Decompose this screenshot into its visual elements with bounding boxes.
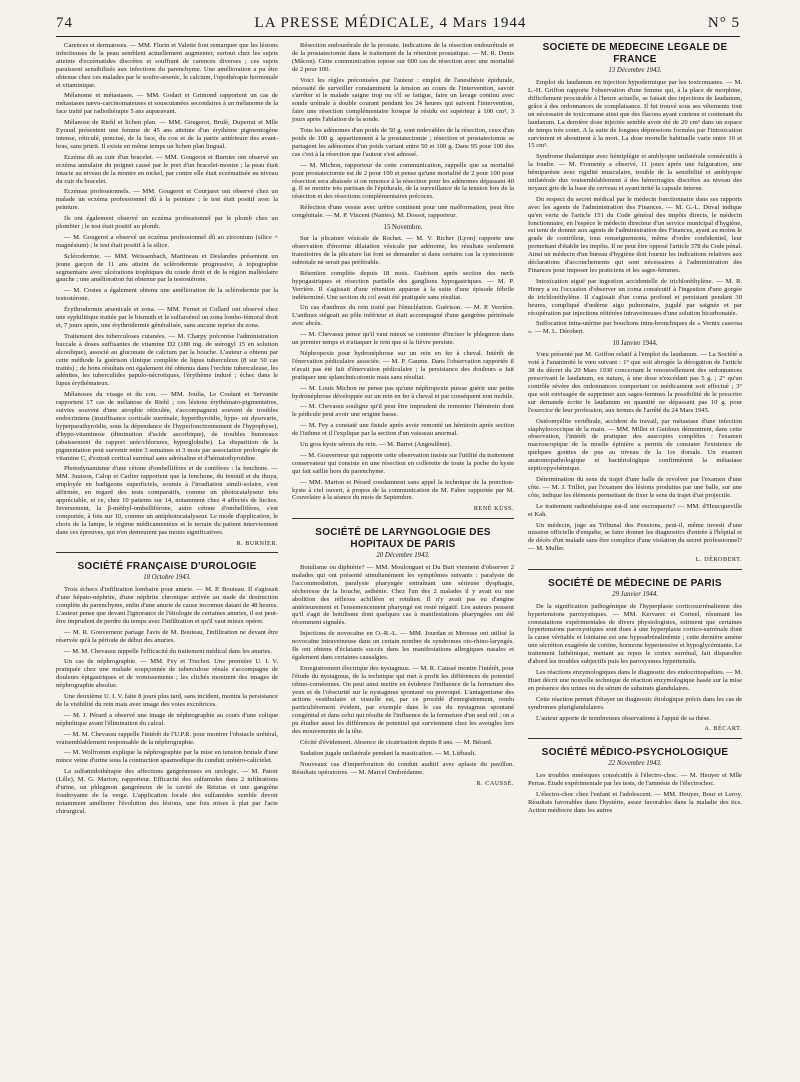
paragraph: Nouveaux cas d'imperforation du conduit auditif avec aplasie du pavillon. Résultats opératoires. — M. Marcel Ombrédanne. <box>292 760 514 776</box>
page-number: 74 <box>56 15 73 31</box>
paragraph: Rétention complète depuis 18 mois. Guérison après section des nerfs hypogastriques et résection partielle des ganglions hypogastriques. — M. P. Verrière. Il s'agissait d'une rétention apparue à la suite d'une épisode fébrile indéterminé. Une section du col avait été pratiquée sans résultat. <box>292 269 514 301</box>
paragraph: — M. Wolfromm explique la néphrographie par la mise en tension brutale d'une mince veine d'urine sous la contraction spasmodique du conduit urétéro-calicielet. <box>56 749 278 765</box>
paragraph: — M. R. Gouverneur partage l'avis de M. Bouteau, l'infiltration ne devant être réservée qu'à la période de début des anuries. <box>56 628 278 644</box>
paragraph: Injections de novocaïne en O.-R.-L. — MM. Jourdan et Meresse ont utilisé la novocaïne intraveineuse dans un certain nombre de syndromes oto-rhino-laryngés. Ils ont obtenu d'éclatants succès dans les manifestations allergiques nasales et également dans certaines causalgies. <box>292 630 514 661</box>
paragraph: — M. Gougerot a observé un eczéma professionnel dû au zirconium (silice + magnésium) ; le test était positif à la silice. <box>56 233 278 249</box>
paragraph: Vœu présenté par M. Griffon relatif à l'emploi du laudanum. — La Société a voté à l'unanimité le vœu suivant : 1° que soit abrogée la dérogation de l'article 38 du décret du 20 Mars 1930 concernant le renouvellement des ordonnances prescrivant le laudanum, en nature, à une dose n'excédant pas 5 g. ; 2° qu'un contrôle sévère des ordonnances comportant ce médicament soit effectué ; 3° que soit envisagée de supprimer aux sages-femmes la possibilité de le prescrire sur demande écrite le laudanum en quantité ne dépassant pas 10 g. pour l'exercice de leur profession, aux termes de l'arrêté du 24 Mars 1945. <box>528 351 742 414</box>
section-divider <box>528 738 742 739</box>
section-date: 29 Janvier 1944. <box>612 590 658 598</box>
paragraph: Les troubles mnésiques consécutifs à l'électro-choc. — M. Heuyer et Mlle Perras. Étude expérimentale par les tests, de l'amnésie de l'électrochoc. <box>528 772 742 787</box>
paragraph: Sur la plicature vésicale de Rochet. — M. V. Richer (Lyon) rapporte une observation d'énorme dilatation vésicale par adénome, les résultats seulement transitoires de la plicature lui font se demander si dans certains cas la cystectomie subtotale ne serait pas préférable. <box>292 235 514 266</box>
paragraph: Cette réaction permet d'étayer un diagnostic étiologique précis dans les cas de syndromes pluriglandulaires. <box>528 695 742 711</box>
paragraph: — M. Costes a également obtenu une amélioration de la sclérodermie par la testostérone. <box>56 287 278 303</box>
paragraph: Un gros kyste séreux du rein. — M. Barret (Angoulême). <box>300 441 452 449</box>
header-rule <box>56 36 740 37</box>
signature: R. CAUSSÉ. <box>476 779 514 787</box>
paragraph: Cécité d'évidement. Absence de cicatrisation depuis 8 ans. — M. Bérard. <box>300 739 493 746</box>
paragraph: Une deuxième U. I. V. faite 8 jours plus tard, sans incident, montra la persistance de la visibilité du rein mais avec image des voies excrétrices. <box>56 693 278 708</box>
section-date: 18 Octobre 1943. <box>143 574 191 581</box>
paragraph: Eczéma dû au cuir d'un bracelet. — MM. Gougerot et Burnier ont observé un eczéma annulaire du poignet causé par le port d'un bracelet-montre ; la peau était intacte au niveau de la montre en nickel, par contre elle était eczématisée au niveau du cuir du bracelet. <box>56 153 278 185</box>
signature: L. DÉROBERT. <box>695 556 742 564</box>
section-divider <box>292 518 514 519</box>
paragraph: Néphropexie pour hydronéphrose sur un rein en fer à cheval. Intérêt de l'énervation pédiculaire associée. — M. P. Gaume. Dans l'observation rapportée il n'avait pas été fait d'énervation pédiculaire ; la persistance des douleurs a fait pratiquer une splanchnicotomie mais sans résultat. <box>292 349 514 381</box>
section-date: 20 Décembre 1943. <box>376 551 430 559</box>
column-2 <box>292 42 514 1074</box>
paragraph: Mélanose de Riehl et lichen plan. — MM. Gougerot, Brulé, Duperrat et Mlle Eyraud présentent une femme de 45 ans atteinte d'un érythème pigmentogène intense, réticulé, ponctué, de la face, du cou et de la partie antérieure des avant-bras, sans prurit. Il existe en même temps un lichen plan lingual. <box>56 119 278 150</box>
paragraph: Photodynamisme d'une cétone d'ombellifères et de conifères : la fenchone. — MM. Juuison, Calop et Carlier rapportent que la fenchone, du fenouil et du thuya, employée en badigeons superficiels, soumis à l'irradiation simili-solaire, s'est affirmée, en regard des tests comparatifs, comme un photocatalyseur très appréciable, et ce, chez 10 patients sur 14, notamment chez 4 affectés de lucites. Inversement, la β-méthyl-ombelliférone, autre cétone d'ombellifères, s'est comportée, à fois sur 10, comme un antiphotocatalyseur. Le mode d'application, le choix de la lampe, le régime médicamenteux et le terrain du patient interviennent dans ces épreuves, qui n'en demeurent pas moins significatives. <box>56 465 278 536</box>
paragraph: Syndrome thalamique avec hémiplégie et amblyopie unilatérale consécutifs à la foudre. — M. Fromenty a observé, 11 jours après une fulguration, une hémiparésie avec rigidité musculaire, trouble de la sensibilité et amblyopie unilatérale dus vraisemblablement à des hémorragies discrètes au niveau des noyaux gris de la base du cerveau et ayant irrité la capsule interne. <box>528 153 742 192</box>
page-header <box>56 14 740 34</box>
signature: A. BÉCART. <box>704 725 742 733</box>
paragraph: Ostéomyélite vertébrale, accident du travail, par métastase d'une infection staphylococcique de la main. — MM. Millet et Guidoux démontrent, dans cette observation, l'intérêt de pratiquer des auscopies complètes : l'examen macroscopique de la moelle épinière a permis de constater l'existence de quelques gouttes de pus au niveau de la 1re dorsale. Un examen anatomopathologique et bactériologique confirmèrent la métastase septicopyohémique. <box>528 417 742 473</box>
issue-number: N° 5 <box>707 15 740 31</box>
paragraph: Traitement des tuberculoses cutanées. — M. Charpy préconise l'administration buccale à doses suffisantes de vitamine D2 (180 mg. de stérogyl 15 en solution alcoolique), associé au gluconate de calcium par la bouche. L'auteur a obtenu par cette méthode la guérison clinique complète de lupus tuberculeux (8 sur 50 cas traités) ; de bons résultats ont également été obtenus dans l'orchite tuberculeuse, les adénites, les tuberculides papulo-nécrotiques, l'érythème induré ; échec dans le lupus érythémateux. <box>56 332 278 388</box>
paragraph: — M. Michon, rapporteur de cette communication, rappelle que sa mortalité pour prostatectomie est de 2 pour 100 et pense qu'une mortalité de 2 pour 100 pour résection sera abaissée si on renonce à la résection pour les adénomes dépassant 40 g. Il se montre très partisan de l'épidurale, de la surveillance de la tension lors de la résection et des résections complémentaires précoces. <box>292 161 514 201</box>
journal-title: LA PRESSE MÉDICALE, 4 Mars 1944 <box>254 15 527 31</box>
paragraph: — M. J. Pérard a observé une image de néphrographie au cours d'une colique néphrétique avant l'élimination du calcul. <box>56 711 278 727</box>
paragraph: — MM. Marion et Pérard condamnent sans appel la technique de la ponction-kyste à ciel ouvert, à propos de la communication de M. Fabre rapportée par M. Couvelaire à la séance du mois de Septembre. <box>292 478 514 502</box>
paragraph: Érythrodermie arsenicale et zona. — MM. Fernet et Collard ont observé chez une syphilitique traitée par le bismuth et le sulfarsénol un zona lombo-fémoral droit et, 7 jours après, une érythrodermie généralisée, sans aucune reprise du zona. <box>56 306 278 329</box>
paragraph: L'auteur apporte de nombreuses observations à l'appui de sa thèse. <box>536 714 711 722</box>
paragraph: Du respect du secret médical par le médecin fonctionnaire dans ses rapports avec les agents de l'administration des Finances. — M. G.-L. Duval indique qu'en vertu de l'article 151 du Code général des impôts directs, le médecin fonctionnaire, en l'espèce le médecin directeur d'un service municipal d'hygiène, est tenu de donner aux agents de l'administration des Finances, ayant au moins le grade de contrôleur, tous renseignements, même d'ordre confidentiel, leur permettant d'établir les impôts. Il ne peut être opposé l'article 378 du Code pénal. Ainsi un médecin d'un bureau d'hygiène doit fournir les indications relatives aux déclarations d'accouchements qui sont nécessaires à l'administration des Finances pour imposer les praticiens et les sages-femmes. <box>528 195 742 274</box>
section-title: SOCIÉTÉ DE MÉDECINE DE PARIS <box>548 577 722 589</box>
paragraph: La sulfamidothérapie des affections gangréneuses en urologie. — M. Patoir (Lille), M. G. Marion, rapporteur. Efficacité des sulfamides dans 2 infiltrations d'urine, un phlegmon gangréneux de la cavité de Retzius et une gangrène foudroyante de la verge. L'application locale des sulfamides semble devoir notamment améliorer l'évolution des lésions, une fois mises à plat par l'acte chirurgical. <box>56 768 278 815</box>
section-title: SOCIÉTÉ DE LARYNGOLOGIE DES HOPITAUX DE PARIS <box>315 526 491 550</box>
paragraph: Carences et dermatoses. — MM. Flurin et Valette font remarquer que les lésions infectieuses de la peau semblent actuellement augmenter, surtout chez les sujets atteints d'eczématides discrètes et souffrant de carences diverses ; ces sujets paraissent sensibilisés aux infections du parenchyme. Une amélioration a pu être obtenue chez ces malades par le soufre-arsenic, le calcium, l'opothérapie hormonale et vitaminique. <box>56 42 278 89</box>
paragraph: Ils ont également observé un eczéma professionnel par le plomb chez un plombier ; le test était positif au plomb. <box>56 215 278 231</box>
section-divider <box>528 569 742 570</box>
paragraph: Intoxication aiguë par ingestion accidentelle de trichloréthylène. — M. R. Henry a eu l'occasion d'observer un coma consécutif à l'ingestion d'une gorgée de trichloréthylène. Il s'agissait d'un coma profond et persistant pendant 30 heures, compliqué d'œdème aigu pulmonaire, jugulé par saignée et par récupération par injections réitérées intraveineuses d'une solution bicarbonatée. <box>528 277 742 317</box>
paragraph: Détermination du sens du trajet d'une balle de revolver par l'examen d'une côte. — M. J. Trillot, par l'examen des lésions produites par une balle, sur une côte, indique les éléments permettant de fixer le sens du trajet d'un projectile. <box>528 476 742 499</box>
paragraph: Eczémas professionnels. — MM. Gougerot et Courjaret ont observé chez un malade un eczéma professionnel dû à la peinture ; le test était positif avec la peinture. <box>56 188 278 212</box>
section-date: 13 Décembre 1943. <box>608 67 662 74</box>
column-3 <box>528 42 742 1074</box>
paragraph: Tous les adénomes d'un poids de 50 g. sont redevables de la résection, ceux d'un poids de 100 g. appartiennent à la prostatectomie ; résection et prostatectomie se partagent les adénomes d'un poids variant entre 50 et 100 g. Dans 95 pour 100 des cas c'est à la résection que l'auteur s'est adressé. <box>292 127 514 158</box>
paragraph: Un cas de néphrographie. — MM. Fey et Truchot. Une première U. I. V. pratiquée chez une malade soupçonnée de tuberculose rénale s'accompagne de douleurs épigastriques et de vomissements ; les clichés montrent des images de néphrographie absolue. <box>56 658 278 690</box>
section-title: SOCIÉTÉ DE MÉDECINE LÉGALE DE FRANCE <box>542 42 728 65</box>
paragraph: Un médecin, juge au Tribunal des Pensions, peut-il, même investi d'une mission officielle d'enquête, se faire donner les diagnostics d'entrée à l'hôpital et de décès d'un malade sans être complice d'une violation du secret professionnel? — M. Muller. <box>528 521 742 553</box>
paragraph: Suffocation intra-utérine par bouchons intra-bronchiques de « Vernix caseosa ». — M. L. Dérobert. <box>528 320 742 336</box>
paragraph: Voici les règles préconisées par l'auteur : emploi de l'anesthésie épidurale, nécessité de surveiller constamment la tension au cours de l'intervention, savoir s'arrêter si le malade saigne trop ou s'il se fatigue, faire un lavage continu avec sonde urétrale à double courant pendant les 24 heures qui suivent l'intervention, faire une résection complémentaire lorsque le résidu est supérieur à 100 cm³, 3 jours après l'ablation de la sonde. <box>292 76 514 124</box>
paragraph: L'électro-choc chez l'enfant et l'adolescent. — MM. Heuyer, Bour et Leroy. Résultats favorables dans l'hystérie, assez favorables dans la maladie des tics. Action médiocre dans les autres <box>528 790 742 814</box>
paragraph: — M. Chevassu souligne qu'il peut être imprudent de remonter l'hémirein dont le pédicule peut avoir une origine basse. <box>292 403 514 419</box>
paragraph: Emploi du laudanum en injection hypodermique par les toxicomanes. — M. L.-H. Griffon rapporte l'observation d'une femme qui, à la place de morphine, difficilement procurable à l'heure actuelle, se faisait des injections de laudanum, grâce à des ordonnances de complaisance. Il fut trouvé sous ses vêtements tout un nécessaire de toxicomane ainsi que des flacons ayant contenu et contenant du laudanum. La dernière dose injectée semble avoir été de 20 cm³ dans un espace de temps très court. A la suite de longues dépressions formées par l'intoxication survinrent et aboutirent à la mort. La dose mortelle habituelle varie entre 10 et 15 cm³. <box>528 79 742 150</box>
paragraph: Trois échecs d'infiltration lombaire pour anurie. — M. P. Bouteau. Il s'agissait d'une hépato-néphrite, d'une néphrite chronique arrivée au stade de destruction complète du parenchyme, enfin d'une anurie de cause inconnue datant de 48 heures. L'auteur pense que devant l'ignorance de l'étiologie de certaines anuries, il est peut-être imprudent de perdre du temps avec l'infiltration et qu'il vaut mieux opérer. <box>56 586 278 625</box>
paragraph: De la signification pathogénique de l'hyperplasie corticosurrénalienne des hypertensions paroxystiques. — MM. Kervarec et Corteel, résumant les constatations expérimentales de divers physiologistes, estiment que certaines hypertensions paroxystiques sont dues à une hyperplasie cortico-surrénale dont la cause véritable et lointaine est une hypoadrénalinémie ; cette dernière amène une sécrétion exagérée de cortine, hormone hypertensive et hypoglycémiante. Le traitement luthéinique, mettant au repos le cortex surrénal, fait disparaître d'abord les troubles subjectifs puis les paroxysmes hypertensifs. <box>528 602 742 666</box>
paragraph: — M. Chevassu pense qu'il vaut mieux se contenter d'inciser le phlegmon dans un premier temps et n'attaquer le rein que si la fièvre persiste. <box>292 331 514 347</box>
paragraph: Enregistrement électrique des nystagmus. — M. R. Caussé montre l'intérêt, pour l'étude du nystagmus, de la technique qui met à profit les différences de potentiel rétino-cornéennes. On peut ainsi mettre en évidence l'influence de la fermeture des yeux et de l'obscurité sur le nystagmus spontané ou provoqué. L'antagonisme des actions vestibulaire et visuelle est, par ce procédé d'enregistrement, rendu particulièrement évident, par exemple dans le cas du nystagmus spontané congénital et dans celui qui résulte de l'influence de la fermeture d'un seul œil ; on a pu étudier aussi les différences de potentiel qui surviennent chez les aveugles lors des mouvements de la tête. <box>292 664 514 736</box>
section-divider <box>56 552 278 553</box>
paragraph: — M. Louis Michon ne pense pas qu'une néphropexie puisse guérir une petite hydronéphrose développée sur un rein en fer à cheval et par conséquent non mobile. <box>292 384 514 400</box>
section-title: SOCIÉTÉ FRANÇAISE D'UROLOGIE <box>77 561 257 572</box>
paragraph: Sudation jugale unilatérale pendant la mastication. — M. Liébault. <box>300 749 476 757</box>
section-title: SOCIÉTÉ MÉDICO-PSYCHOLOGIQUE <box>541 746 729 758</box>
paragraph: Botulisme ou diphtérie? — MM. Moulonguet et Du Buit viennent d'observer 2 malades qui ont présenté simultanément les symptômes suivants : paralysie de l'accommodation, paralysie pharyngée entraînant une sérieuse dysphagie, sécheresse de la bouche, asthénie. Chez l'un des 2 malades il y avait eu une abolition des réflexes achilléen et rotulien. Il n'y avait pas eu d'angine antérieurement et l'ensemencement pharyngé est resté négatif. Les auteurs pensent qu'il s'agit de botulisme dont quelques cas à manifestations pharyngées ont été récemment signalés. <box>292 563 514 627</box>
column-1 <box>56 42 278 1074</box>
paragraph: Le traitement radiesthésique est-il une escroquerie? — MM. d'Heucqueville et Kah. <box>528 502 742 518</box>
paragraph: Mélanome et métastases. — MM. Godart et Grimond rapportent un cas de métastases nævo-carcinomateuses et souscutanées secondaires à un mélanome de la face traité par radiothérapie 5 ans auparavant. <box>56 92 278 116</box>
paragraph: — M. Gouverneur qui rapporte cette observation insiste sur l'utilité du traitement conservateur qui consiste en une résection en collerette de toute la poche du kyste qui fait saillie hors du parenchyme. <box>292 451 514 475</box>
paragraph: Résection endourétrale de la prostate. Indications de la résection endourétrale et de la prostatectomie dans le traitement de la rétention prostatique. — M. R. Denis (Mâcon). Cette communication repose sur 600 cas de résection avec une mortalité de 2 pour 100. <box>292 42 514 73</box>
paragraph: — M. M. Chevassu rappelle l'efficacité du traitement médical dans les anuries. <box>64 647 272 655</box>
paragraph: — M. M. Chevassu rappelle l'intérêt de l'U.P.R. pour montrer l'obstacle urétéral, vraisemblablement responsable de la néphrographie. <box>56 730 278 746</box>
session-date: 15 Novembre. <box>383 224 423 232</box>
paragraph: Sclérodermie. — MM. Weissenbach, Martineau et Deslandes présentent un jeune garçon de 11 ans atteint de sclérodermie progressive, à topographie segmentaire avec ulcérations trophiques du coude droit et de la région malléolaire gauche ; une amélioration fut obtenue par la testostérone. <box>56 252 278 284</box>
paragraph: Un cas d'anthrax du rein traité par l'énucléation. Guérison. — M. P. Verrière. L'anthrax siégeait au pôle inférieur et était accompagné d'une gangrène périrénale avec abcès. <box>292 304 514 328</box>
paragraph: Réfection d'une vessie avec urètre continent pour une malformation, peut être congénitale. — M. P. Vincent (Nantes). M. Dossot, rapporteur. <box>292 204 514 220</box>
section-date: 22 Novembre 1943. <box>608 759 662 767</box>
session-date: 10 Janvier 1944. <box>612 340 658 348</box>
signature: RENÉ KÜSS. <box>473 505 514 513</box>
signature: R. BURNIER. <box>236 539 278 547</box>
paragraph: Mélanoses du visage et du cou. — MM. Joulia, Le Coulant et Servantie rapportent 17 cas de mélanose de Riehl ; ces lésions érythémato-pigmentaires, suivies souvent d'une atrophie réticulée, s'accompagnent souvent de troubles endocriniens (insuffisance corticale surrénale, hyperthyroïdie, hypo- ou dysovarie, hyperparathyroïdie, sous la dépendance de l'hyperfonctionnement de l'hypophyse), d'hypo-vitaminose (diminution d'acide ascorbique), de troubles humoraux (abaissement du rapport urée/chlorures, hyperglobulie). La disparition de la pigmentation peut survenir entre 3 semaines et 3 mois par association prolongée de vitamine C, d'extrait cortical surrénal sans adrénaline et d'hématothyroïdine. <box>56 391 278 462</box>
paragraph: Les réactions enzymologiques dans le diagnostic des endocrinopathies. — M. Huet décrit une nouvelle technique de réaction enzymologique basée sur la mise en présence des urines ou du sérum de substrats glandulaires. <box>528 669 742 692</box>
paragraph: — M. Fey a constaté une fistule après avoir remonté un hémirein après section de l'isthme et il l'explique par la section d'un vaisseau anormal. <box>292 422 514 438</box>
